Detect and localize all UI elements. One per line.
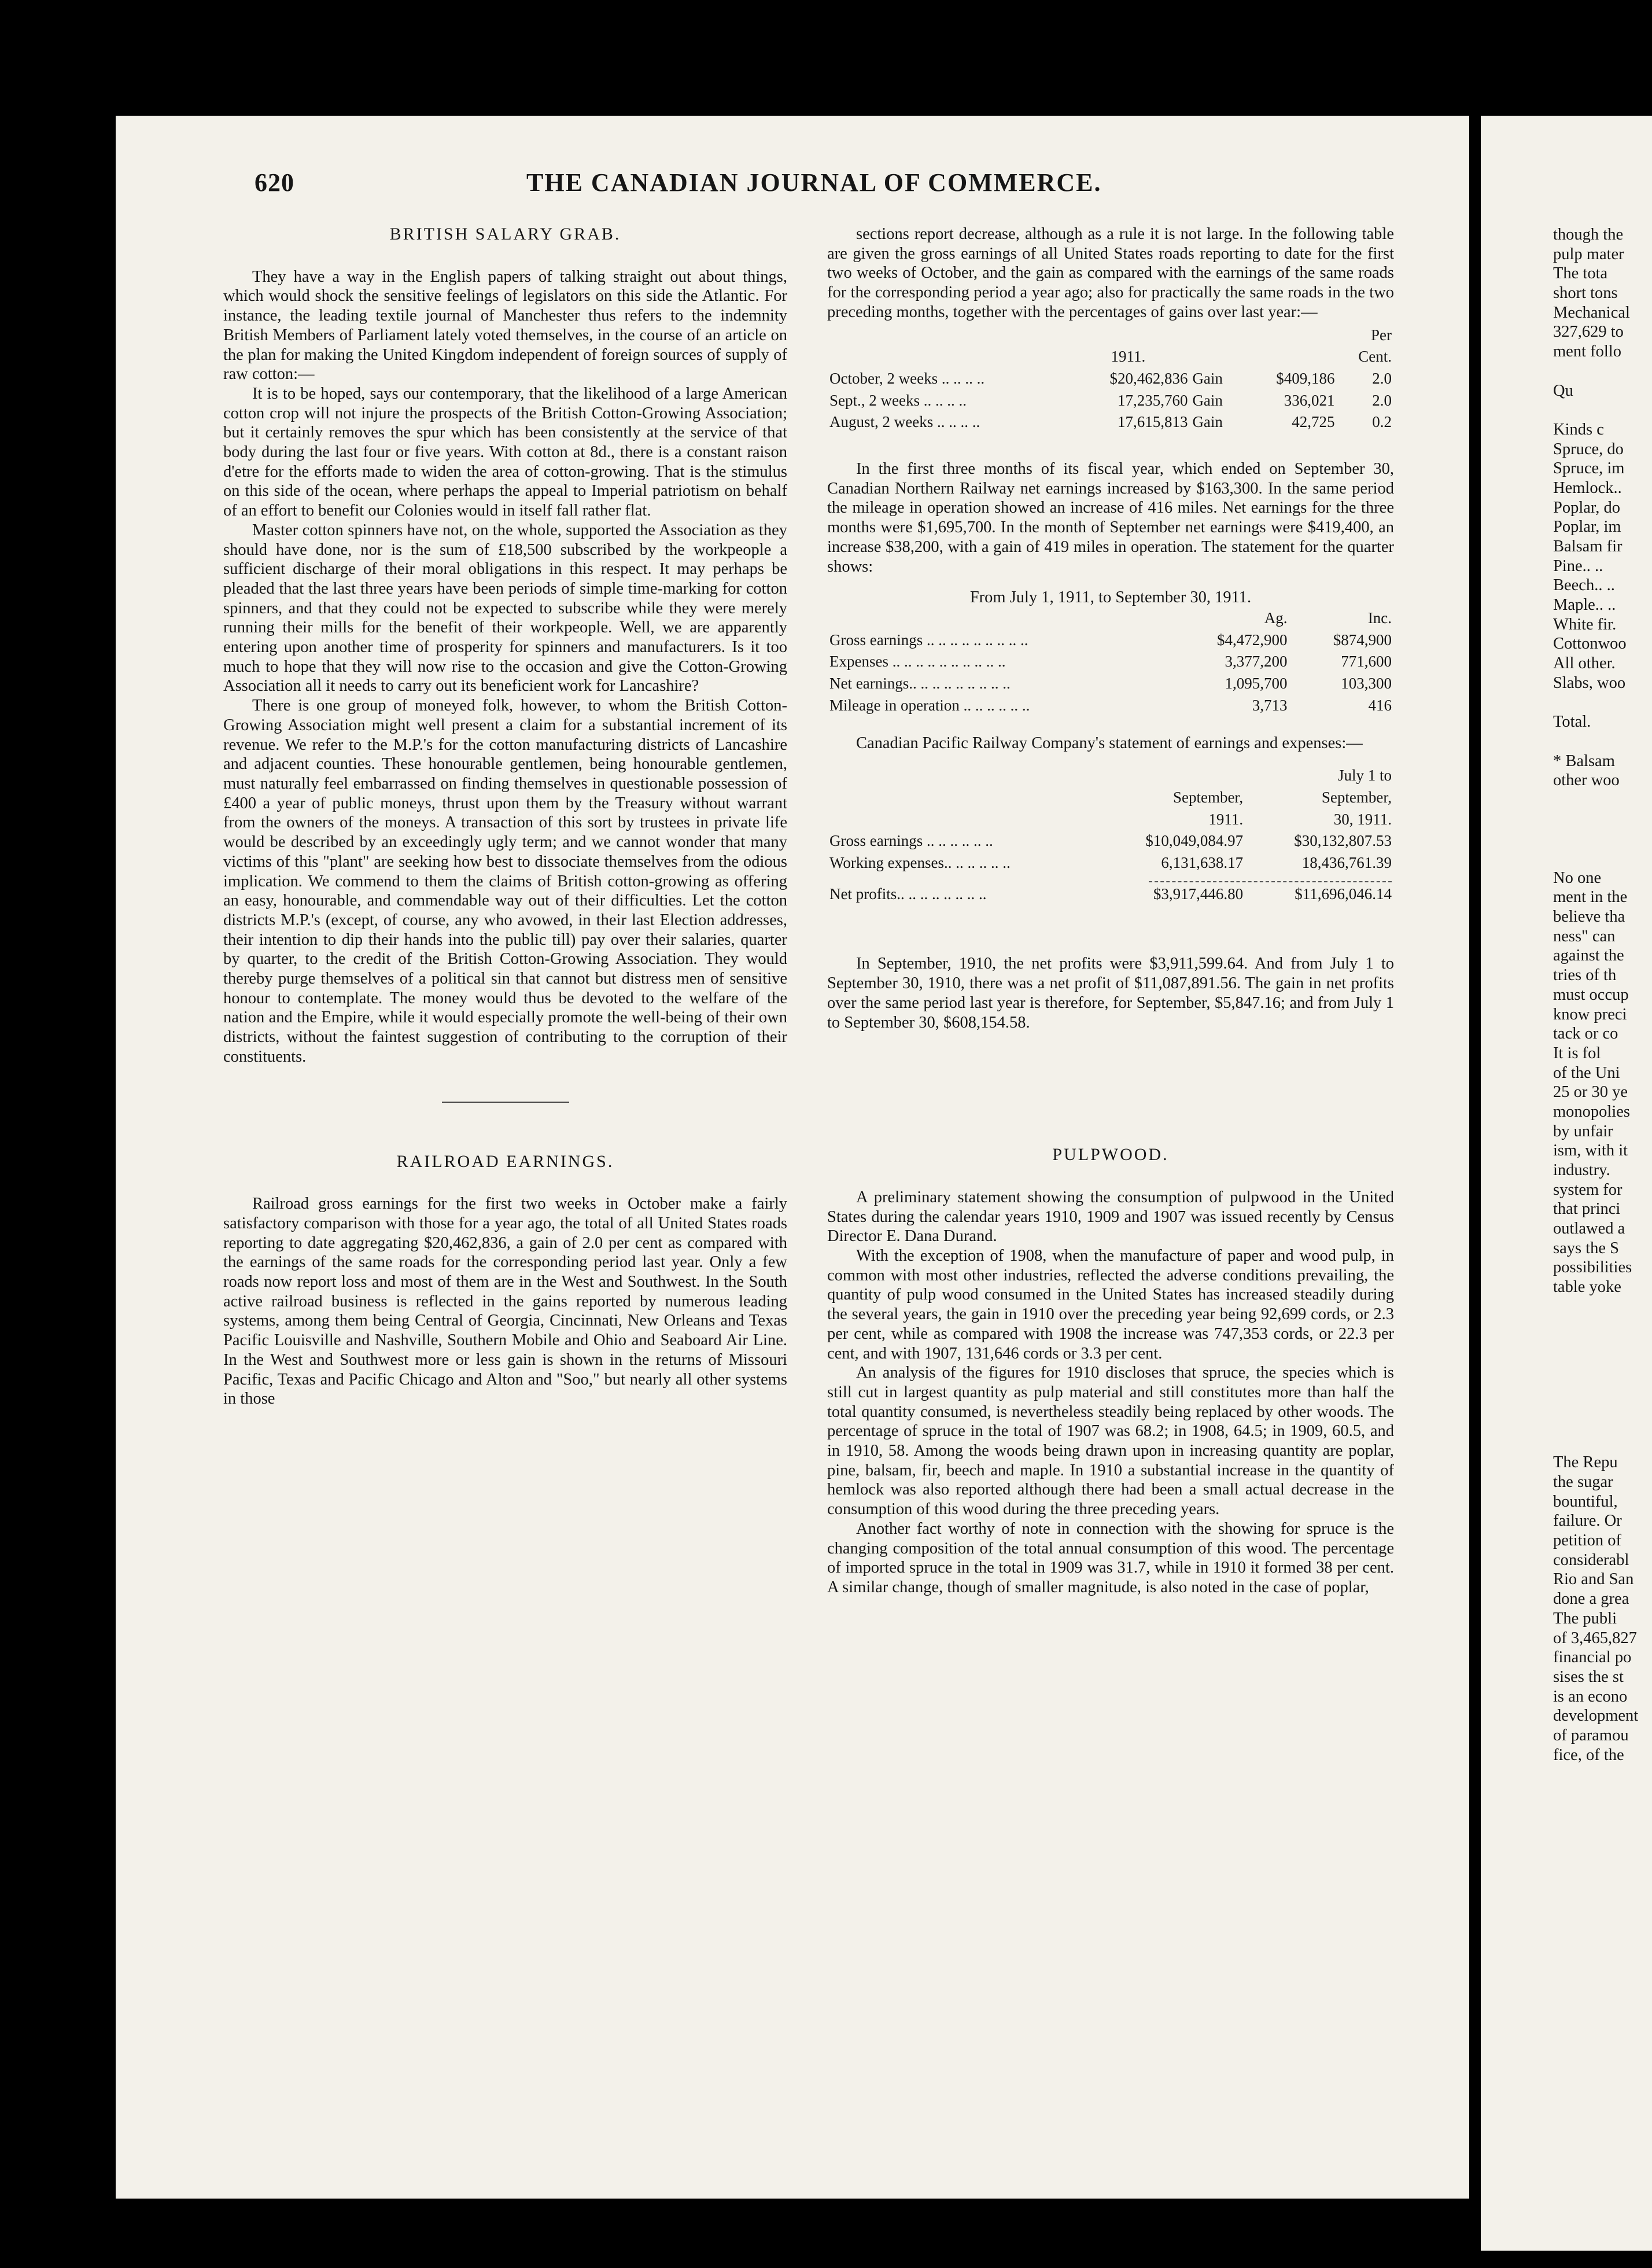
table-cell: Gain (1192, 369, 1223, 387)
fragment-line: system for (1553, 1180, 1623, 1199)
fragment-line: petition of (1553, 1531, 1621, 1550)
journal-page (116, 116, 1469, 2199)
table-cell: $30,132,807.53 (1294, 832, 1392, 850)
fragment-line: Beech.. .. (1553, 576, 1615, 595)
page-number: 620 (255, 168, 294, 197)
table-head: 30, 1911. (1333, 810, 1392, 828)
right-column (827, 224, 1394, 1597)
table-row (827, 695, 1394, 717)
fragment-line: the sugar (1553, 1473, 1613, 1491)
fragment-line: Mechanical (1553, 303, 1630, 322)
fragment-line: White fir. (1553, 615, 1617, 634)
sept-paragraph: In September, 1910, the net profits were $3,911,599.64. And from July 1 to September 30, 1910, there was a net profit of $11,087,891.56. The gain in net profits over the same period last year is therefore, for September, $5,847.16; and from July 1 to September 30, $608,154.58. (827, 955, 1394, 1032)
table-cell: Expenses .. .. .. .. .. .. .. .. .. .. (829, 653, 1006, 671)
fragment-line: * Balsam (1553, 752, 1615, 770)
fragment-line: The Repu (1553, 1453, 1618, 1472)
fragment-line: The tota (1553, 264, 1608, 283)
fragment-line: failure. Or (1553, 1512, 1622, 1530)
fragment-line: Kinds c (1553, 420, 1604, 439)
fragment-line (1553, 849, 1638, 869)
fragment-line: that princi (1553, 1200, 1621, 1218)
fragment-line (1553, 1356, 1638, 1376)
table-cell: Mileage in operation .. .. .. .. .. .. (829, 696, 1030, 714)
fragment-line: Hemlock.. (1553, 478, 1622, 497)
fragment-line (1553, 791, 1638, 811)
fragment-line: ment follo (1553, 343, 1621, 361)
table-cell: Net profits.. .. .. .. .. .. .. .. (829, 885, 987, 903)
fragment-line: It is fol (1553, 1044, 1601, 1062)
fragment-line: possibilities (1553, 1258, 1632, 1277)
pulp-paragraph: An analysis of the figures for 1910 discloses that spruce, the species which is still cut in largest quantity as pulp material and still constitutes more than half the total quantity consumed, is nevertheless steadily being replaced by other woods. The percentage of spruce in the total of 1907 was 68.2; in 1908, 64.5; in 1909, 60.5, and in 1910, 58. Among the woods being drawn upon in increasing quantity are poplar, pine, balsam, fir, beech and maple. In 1910 a substantial increase in the quantity of hemlock was also reported although there had been a small actual decrease in the consumption of this wood during the three preceding years. (827, 1364, 1394, 1519)
fragment-line: done a grea (1553, 1590, 1629, 1608)
fragment-line: says the S (1553, 1239, 1619, 1257)
fragment-line: must occup (1553, 985, 1629, 1004)
fragment-line: tries of th (1553, 966, 1617, 985)
earnings-table (827, 325, 1394, 434)
table-cell: 0.2 (1372, 413, 1392, 431)
fragment-line (1553, 1298, 1638, 1317)
fragment-line: financial po (1553, 1648, 1632, 1667)
table-head (1097, 765, 1245, 787)
railroad-heading: RAILROAD EARNINGS. (396, 1151, 614, 1171)
table-cell: August, 2 weeks .. .. .. .. (829, 413, 980, 431)
fragment-line: Slabs, woo (1553, 673, 1626, 692)
fragment-line: industry. (1553, 1161, 1610, 1179)
table-cell: 103,300 (1341, 675, 1392, 693)
fragment-line: Spruce, im (1553, 459, 1625, 478)
quarter-table (827, 608, 1394, 717)
table-head-ag: Ag. (1264, 609, 1288, 627)
fragment-line: against the (1553, 947, 1624, 965)
table-head: 1911. (1208, 810, 1244, 828)
table-cell: $4,472,900 (1217, 631, 1288, 649)
pulp-paragraph: Another fact worthy of note in connection with the showing for spruce is the changing composition of the total annual consumption of this wood. The percentage of imported spruce in the total in 1909 was 31.7, while in 1910 it formed 38 per cent. A similar change, though of smaller magnitude, is also noted in the case of poplar, (827, 1519, 1394, 1596)
table-head-per: Per (1371, 326, 1392, 344)
pulp-paragraph: With the exception of 1908, when the manufacture of paper and wood pulp, in common with most other industries, reflected the adverse conditions prevailing, the quantity of pulp wood consumed in the United States has increased steadily during the several years, the gain in 1910 over the preceding year being 92,699 cords, or 2.3 per cent, while as compared with 1908 the increase was 747,353 cords, or 22.3 per cent, and with 1907, 131,646 cords or 3.3 per cent. (827, 1247, 1394, 1363)
fragment-line (1553, 694, 1638, 713)
fragment-line: of 3,465,827 (1553, 1629, 1637, 1647)
salary-paragraph: It is to be hoped, says our contemporary, that the likelihood of a large American cotton crop will not injure the prospects of the British Cotton-Growing Association; but it certainly removes the spur which has been consistently at the service of that body during the last four or five years. With cotton at 8d., there is a constant raison d'etre for the efforts made to widen the area of cotton-growing. That is the stimulus on this side of the ocean, where perhaps the appeal to Imperial patriotism on behalf of an effort to benefit our Colonies would in itself fall rather flat. (223, 384, 787, 520)
fragment-line (1553, 1434, 1638, 1454)
fragment-line: The publi (1553, 1609, 1617, 1628)
table-head-year: 1911. (1111, 348, 1146, 366)
quarter-caption: From July 1, 1911, to September 30, 1911. (969, 588, 1252, 607)
earnings-intro: sections report decrease, although as a rule it is not large. In the following table are given the gross earnings of all United States roads reporting to date for the first two weeks of October, and the gain as compared with the earnings of the same roads for the corresponding period a year ago; also for practically the same roads in the two preceding months, together with the percentages of gains over last year:— (827, 225, 1394, 321)
fragment-line: table yoke (1553, 1278, 1621, 1297)
cpr-intro: Canadian Pacific Railway Company's statement of earnings and expenses:— (856, 734, 1363, 753)
table-cell: Gain (1192, 413, 1223, 431)
fragment-line (1553, 1376, 1638, 1396)
fragment-line: ness" can (1553, 927, 1616, 945)
table-cell: 18,436,761.39 (1301, 853, 1392, 871)
table-cell: Gross earnings .. .. .. .. .. .. .. .. .. (829, 631, 1028, 649)
table-cell: 42,725 (1292, 413, 1335, 431)
salary-paragraph: They have a way in the English papers of talking straight out about things, which would shock the sensitive feelings of legislators on this side the Atlantic. For instance, the leading textile journal of Manchester thus refers to the indemnity British Members of Parliament lately voted themselves, in the course of an article on the plan for making the United Kingdom independent of foreign sources of supply of raw cotton:— (223, 267, 787, 384)
fragment-line: by unfair (1553, 1122, 1613, 1140)
table-cell: 6,131,638.17 (1161, 853, 1244, 871)
table-cell: $3,917,446.80 (1153, 885, 1244, 903)
table-cell: Working expenses.. .. .. .. .. .. (829, 853, 1011, 871)
table-row (827, 411, 1394, 433)
fragment-line: Maple.. .. (1553, 596, 1616, 614)
fragment-line: believe tha (1553, 908, 1625, 926)
table-cell: 771,600 (1341, 653, 1392, 671)
fragment-line (1553, 1395, 1638, 1415)
table-cell: $409,186 (1276, 369, 1335, 387)
table-row (827, 651, 1394, 673)
fragment-line: ism, with it (1553, 1142, 1628, 1160)
fragment-line (1553, 1337, 1638, 1356)
fragment-line: ment in the (1553, 888, 1628, 907)
fragment-line: Qu (1553, 381, 1573, 400)
fragment-line: tack or co (1553, 1025, 1618, 1043)
fragment-line (1553, 362, 1638, 382)
fragment-line: Rio and San (1553, 1570, 1634, 1589)
adjacent-page-text (1553, 226, 1638, 1765)
fragment-line: All other. (1553, 654, 1616, 673)
fragment-line (1553, 1317, 1638, 1337)
fragment-line: outlawed a (1553, 1220, 1625, 1238)
fragment-line: 327,629 to (1553, 323, 1624, 341)
fragment-line: bountiful, (1553, 1492, 1618, 1511)
table-cell: 2.0 (1372, 391, 1392, 409)
table-cell: $11,696,046.14 (1295, 885, 1392, 903)
salary-paragraph: Master cotton spinners have not, on the whole, supported the Association as they should have done, nor is the sum of £18,500 subscribed by the workpeople a sufficient discharge of their moral obligations in this respect. It may perhaps be pleaded that the last three years have been periods of simple time-marking for cotton spinners, and that they could not be expected to subscribe while they were merely running their mills for the benefit of their workpeople. Well, we are apparently entering upon another time of prosperity for spinners and manufacturers. Is it too much to hope that they will now rise to the occasion and give the Cotton-Growing Association all it needs to carry out its beneficient work for Lancashire? (223, 521, 787, 695)
fragment-line: Cottonwoo (1553, 635, 1627, 653)
fragment-line: monopolies (1553, 1102, 1630, 1121)
table-cell: 3,713 (1252, 696, 1288, 714)
fragment-line: considerabl (1553, 1551, 1629, 1569)
fragment-line: pulp mater (1553, 245, 1624, 263)
fragment-line: sises the st (1553, 1667, 1624, 1686)
table-row (827, 629, 1394, 651)
fragment-line: development (1553, 1707, 1639, 1725)
fragment-line: 25 or 30 ye (1553, 1083, 1628, 1102)
fragment-line: other woo (1553, 771, 1620, 790)
table-cell: 2.0 (1372, 369, 1392, 387)
table-head-cent: Cent. (1358, 348, 1392, 366)
table-cell: 336,021 (1284, 391, 1335, 409)
fragment-line: Spruce, do (1553, 440, 1624, 458)
fragment-line (1553, 401, 1638, 421)
cn-paragraph: In the first three months of its fiscal year, which ended on September 30, Canadian Northern Railway net earnings increased by $163,300. In the same period the mileage in operation showed an increase of 416 miles. Net earnings for the three months were $1,695,700. In the month of September net earnings were $419,400, an increase $38,200, with a gain of 419 miles in operation. The statement for the quarter shows: (827, 460, 1394, 576)
table-row (827, 883, 1394, 905)
fragment-line: though the (1553, 226, 1624, 244)
fragment-line: know preci (1553, 1005, 1627, 1023)
section-divider (442, 1102, 569, 1103)
table-row (827, 852, 1394, 874)
pulp-heading: PULPWOOD. (1052, 1145, 1169, 1165)
fragment-line: Total. (1553, 713, 1591, 731)
table-cell: Gain (1192, 391, 1223, 409)
table-cell: $874,900 (1333, 631, 1392, 649)
table-cell: Net earnings.. .. .. .. .. .. .. .. .. (829, 675, 1011, 693)
pulp-paragraph: A preliminary statement showing the consumption of pulpwood in the United States during the calendar years 1910, 1909 and 1907 was issued recently by Census Director E. Dana Durand. (827, 1188, 1394, 1246)
salary-paragraph: There is one group of moneyed folk, however, to whom the British Cotton-Growing Association might well present a claim for a substantial increment of its revenue. We refer to the M.P.'s for the cotton manufacturing districts of Lancashire and adjacent counties. These honourable gentlemen, being honourable gentlemen, must naturally feel embarrassed on finding themselves in questionable possession of £400 a year of public moneys, thrust upon them by the Treasury without warrant from the owners of the moneys. A transaction of this sort by trustees in private life would be described by an exceedingly ugly term; and we cannot wonder that many victims of this "plant" are seeking how best to dissociate themselves from the odious implication. We commend to them the claims of British cotton-growing as offering an easy, honourable, and commendable way out of their difficulties. Let the cotton districts M.P.'s (except, of course, any who avowed, in their last Election addresses, their intention to dip their hands into the public till) pay over their salaries, quarter by quarter, to the credit of the British Cotton-Growing Association. They would thereby purge themselves of a political sin that cannot but distress men of sensitive honour to contemplate. The money would thus be devoted to the welfare of the nation and the Empire, while it would especially promote the well-being of their own districts, without the faintest suggestion of contributing to the corruption of their constituents. (223, 697, 787, 1066)
total-rule (1149, 881, 1392, 882)
table-cell: 1,095,700 (1225, 675, 1288, 693)
fragment-line (1553, 1415, 1638, 1434)
table-row (827, 368, 1394, 390)
left-column (223, 224, 787, 1409)
table-cell: $20,462,836 (1109, 369, 1188, 387)
table-head-inc: Inc. (1367, 609, 1392, 627)
salary-heading: BRITISH SALARY GRAB. (389, 224, 621, 244)
fragment-line: fice, of the (1553, 1746, 1624, 1764)
table-cell: 416 (1368, 696, 1392, 714)
table-cell: 17,615,813 (1117, 413, 1188, 431)
table-cell: Sept., 2 weeks .. .. .. .. (829, 391, 967, 409)
railroad-paragraph: Railroad gross earnings for the first two weeks in October make a fairly satisfactory comparison with those for a year ago, the total of all United States roads reporting to date aggregating $20,462,836, a gain of 2.0 per cent as compared with the earnings of the same roads for the corresponding period last year. Only a few roads now report loss and most of them are in the West and Southwest. In the South active railroad business is reflected in the gains reported by numerous leading systems, among them being Central of Georgia, Cincinnati, New Orleans and Texas Pacific Louisville and Nashville, Southern Mobile and Ohio and Seaboard Air Line. In the West and Southwest more or less gain is shown in the returns of Missouri Pacific, Texas and Pacific Chicago and Alton and "Soo," but nearly all other systems in those (223, 1195, 787, 1408)
table-head: September, (1172, 788, 1244, 806)
fragment-line: is an econo (1553, 1687, 1628, 1706)
fragment-line: Poplar, do (1553, 498, 1621, 517)
table-row (827, 830, 1394, 852)
fragment-line: Poplar, im (1553, 518, 1621, 536)
table-row (827, 673, 1394, 695)
fragment-line: of the Uni (1553, 1063, 1620, 1082)
table-cell: $10,049,084.97 (1145, 832, 1244, 850)
fragment-line: of paramou (1553, 1726, 1629, 1744)
adjacent-page (1481, 116, 1652, 2251)
table-row (827, 390, 1394, 412)
fragment-line (1553, 830, 1638, 849)
fragment-line: short tons (1553, 284, 1618, 303)
table-cell: 3,377,200 (1225, 653, 1288, 671)
table-cell: Gross earnings .. .. .. .. .. .. (829, 832, 993, 850)
fragment-line: Pine.. .. (1553, 557, 1603, 575)
fragment-line: No one (1553, 868, 1602, 887)
table-cell: 17,235,760 (1117, 391, 1188, 409)
fragment-line: Balsam fir (1553, 537, 1623, 555)
table-head: September, (1321, 788, 1392, 806)
fragment-line (1553, 732, 1638, 752)
fragment-line (1553, 811, 1638, 830)
table-cell: October, 2 weeks .. .. .. .. (829, 369, 985, 387)
cpr-table (827, 765, 1394, 905)
journal-title: THE CANADIAN JOURNAL OF COMMERCE. (526, 168, 1102, 197)
table-head: July 1 to (1337, 767, 1392, 785)
